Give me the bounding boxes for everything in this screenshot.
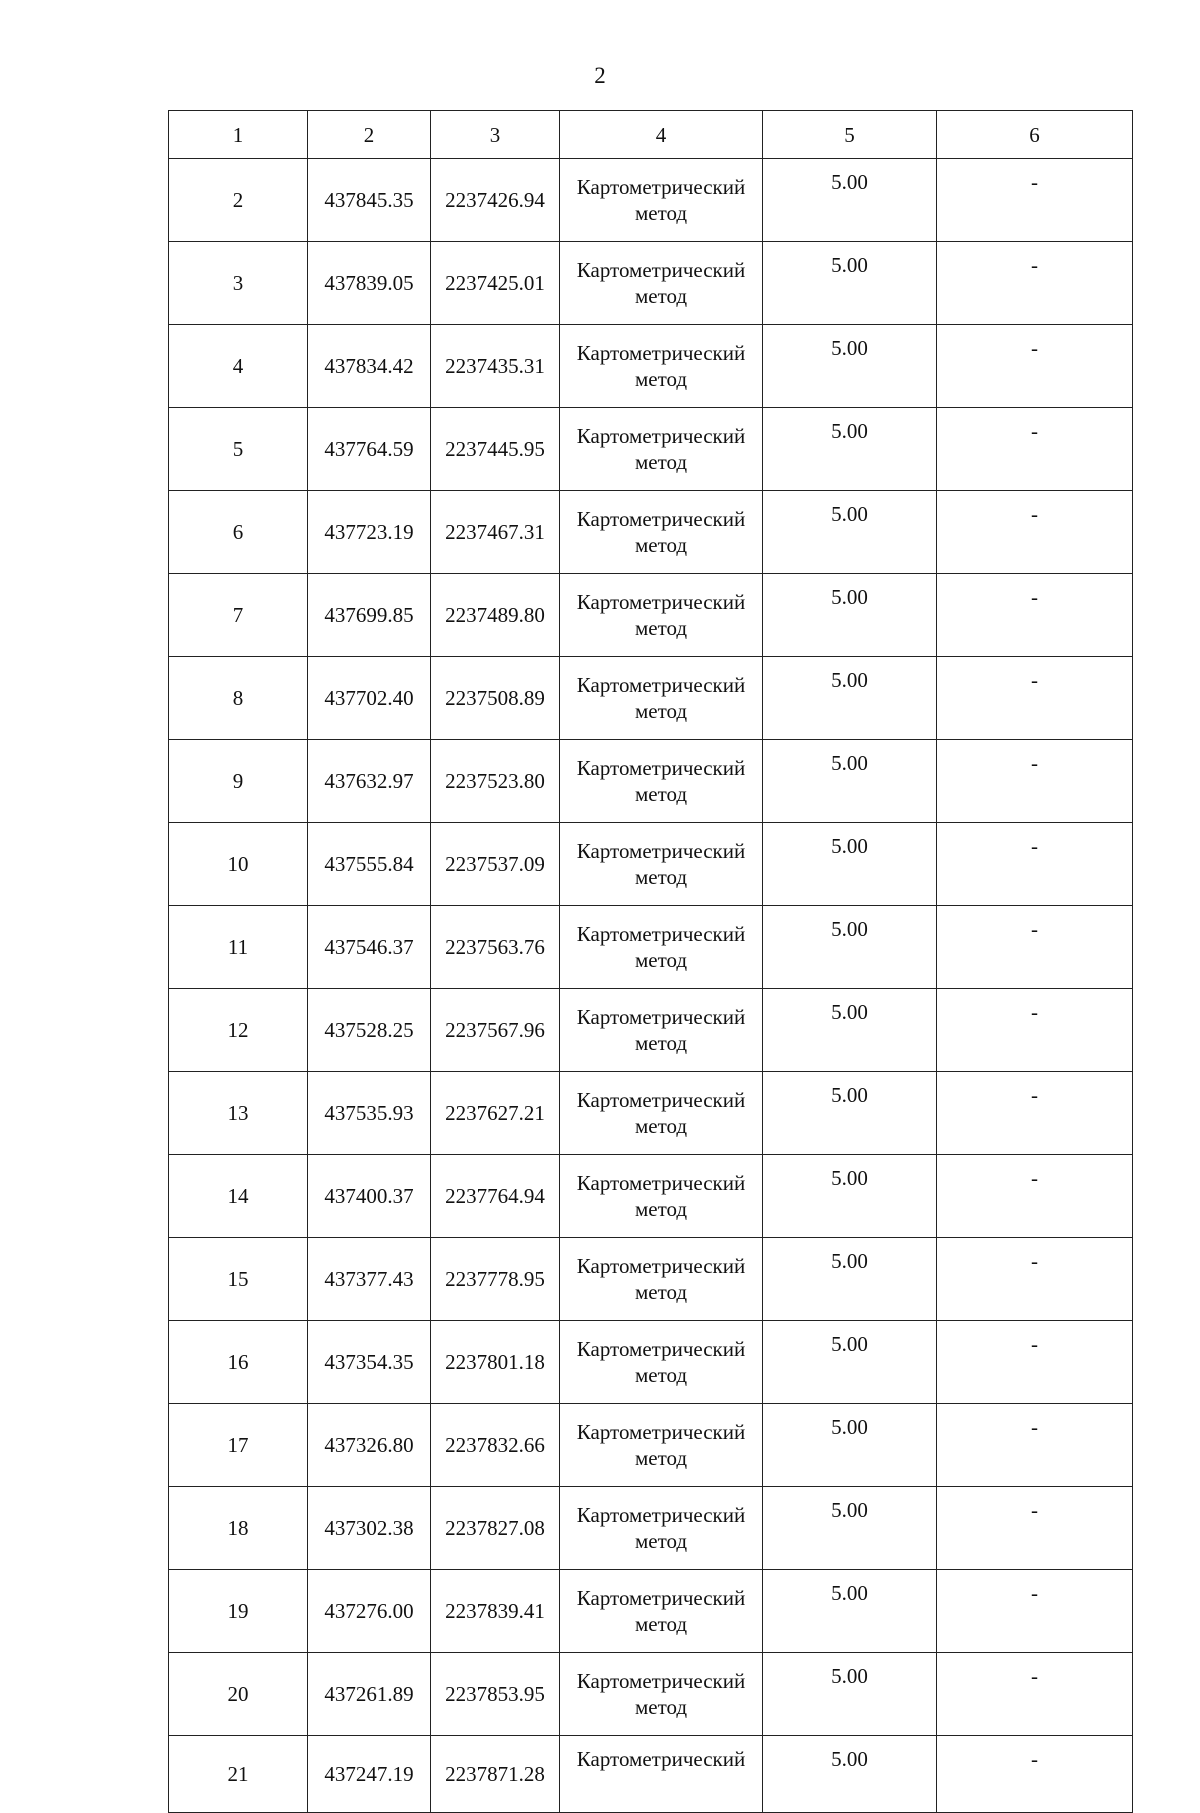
- coordinate-x-cell: 437764.59: [308, 408, 431, 491]
- table-row: [169, 159, 1133, 242]
- description-cell: -: [937, 1238, 1133, 1321]
- coordinate-x-cell: 437839.05: [308, 242, 431, 325]
- table-row: [169, 1238, 1133, 1321]
- method-line-2: метод: [634, 616, 688, 640]
- method-line-2: метод: [634, 1612, 688, 1636]
- column-header: 6: [937, 111, 1133, 159]
- method-line-2: метод: [634, 450, 688, 474]
- description-cell: -: [937, 574, 1133, 657]
- description-cell: -: [937, 740, 1133, 823]
- method-line-1: Картометрический: [576, 1503, 746, 1527]
- accuracy-cell: 5.00: [763, 242, 937, 325]
- description-cell: -: [937, 1155, 1133, 1238]
- accuracy-cell: 5.00: [763, 574, 937, 657]
- coordinate-x-cell: 437326.80: [308, 1404, 431, 1487]
- table-row: [169, 574, 1133, 657]
- accuracy-cell: 5.00: [763, 1736, 937, 1813]
- point-number-cell: 2: [169, 159, 308, 242]
- accuracy-cell: 5.00: [763, 823, 937, 906]
- point-number-cell: 18: [169, 1487, 308, 1570]
- coordinate-x-cell: 437354.35: [308, 1321, 431, 1404]
- coordinate-x-cell: 437699.85: [308, 574, 431, 657]
- table-row: [169, 1736, 1133, 1813]
- point-number-cell: 7: [169, 574, 308, 657]
- method-line-2: метод: [634, 367, 688, 391]
- description-cell: -: [937, 823, 1133, 906]
- method-line-2: метод: [634, 1529, 688, 1553]
- method-line-1: Картометрический: [576, 1586, 746, 1610]
- table-row: [169, 325, 1133, 408]
- method-line-2: метод: [634, 284, 688, 308]
- column-header: 3: [431, 111, 560, 159]
- coordinate-y-cell: 2237839.41: [431, 1570, 560, 1653]
- coordinate-y-cell: 2237827.08: [431, 1487, 560, 1570]
- point-number-cell: 8: [169, 657, 308, 740]
- method-cell: [560, 989, 763, 1072]
- description-cell: -: [937, 159, 1133, 242]
- accuracy-cell: 5.00: [763, 408, 937, 491]
- method-line-2: метод: [634, 865, 688, 889]
- coordinate-y-cell: 2237537.09: [431, 823, 560, 906]
- method-cell: [560, 1653, 763, 1736]
- method-cell: [560, 1155, 763, 1238]
- point-number-cell: 3: [169, 242, 308, 325]
- accuracy-cell: 5.00: [763, 1238, 937, 1321]
- description-cell: -: [937, 1487, 1133, 1570]
- table-row: [169, 989, 1133, 1072]
- point-number-cell: 14: [169, 1155, 308, 1238]
- method-line-1: Картометрический: [576, 424, 746, 448]
- accuracy-cell: 5.00: [763, 1155, 937, 1238]
- coordinate-y-cell: 2237778.95: [431, 1238, 560, 1321]
- method-cell: [560, 1072, 763, 1155]
- coordinate-y-cell: 2237426.94: [431, 159, 560, 242]
- method-line-1: Картометрический: [576, 590, 746, 614]
- coordinate-y-cell: 2237764.94: [431, 1155, 560, 1238]
- point-number-cell: 4: [169, 325, 308, 408]
- coordinate-y-cell: 2237489.80: [431, 574, 560, 657]
- coordinate-x-cell: 437723.19: [308, 491, 431, 574]
- point-number-cell: 16: [169, 1321, 308, 1404]
- coordinate-x-cell: 437555.84: [308, 823, 431, 906]
- table-row: [169, 740, 1133, 823]
- method-cell: [560, 1570, 763, 1653]
- method-cell: [560, 159, 763, 242]
- coordinate-y-cell: 2237801.18: [431, 1321, 560, 1404]
- coordinate-y-cell: 2237508.89: [431, 657, 560, 740]
- coordinate-x-cell: 437528.25: [308, 989, 431, 1072]
- method-cell: [560, 906, 763, 989]
- method-line-2: метод: [634, 1446, 688, 1470]
- accuracy-cell: 5.00: [763, 159, 937, 242]
- coordinate-y-cell: 2237467.31: [431, 491, 560, 574]
- coordinate-x-cell: 437247.19: [308, 1736, 431, 1813]
- accuracy-cell: 5.00: [763, 1487, 937, 1570]
- description-cell: -: [937, 1321, 1133, 1404]
- method-line-2: метод: [634, 782, 688, 806]
- column-header: 1: [169, 111, 308, 159]
- method-cell: [560, 740, 763, 823]
- page-number: 2: [594, 63, 606, 88]
- description-cell: -: [937, 1072, 1133, 1155]
- method-line-1: Картометрический: [576, 175, 746, 199]
- coordinate-x-cell: 437702.40: [308, 657, 431, 740]
- method-cell: [560, 242, 763, 325]
- coordinate-y-cell: 2237832.66: [431, 1404, 560, 1487]
- coordinate-x-cell: 437261.89: [308, 1653, 431, 1736]
- accuracy-cell: 5.00: [763, 740, 937, 823]
- method-line-1: Картометрический: [576, 1005, 746, 1029]
- description-cell: -: [937, 408, 1133, 491]
- description-cell: -: [937, 1404, 1133, 1487]
- method-line-1: Картометрический: [576, 1420, 746, 1444]
- column-header: 5: [763, 111, 937, 159]
- coordinate-y-cell: 2237871.28: [431, 1736, 560, 1813]
- coordinate-x-cell: 437302.38: [308, 1487, 431, 1570]
- table-row: [169, 242, 1133, 325]
- method-line-1: Картометрический: [576, 1088, 746, 1112]
- coordinate-x-cell: 437834.42: [308, 325, 431, 408]
- method-line-1: Картометрический: [576, 922, 746, 946]
- table-row: [169, 1653, 1133, 1736]
- accuracy-cell: 5.00: [763, 491, 937, 574]
- point-number-cell: 20: [169, 1653, 308, 1736]
- point-number-cell: 10: [169, 823, 308, 906]
- table-row: [169, 1155, 1133, 1238]
- coordinates-table: [168, 110, 1133, 1813]
- point-number-cell: 9: [169, 740, 308, 823]
- table-row: [169, 657, 1133, 740]
- method-line-2: метод: [634, 1031, 688, 1055]
- table-row: [169, 823, 1133, 906]
- coordinate-y-cell: 2237853.95: [431, 1653, 560, 1736]
- coordinate-x-cell: 437400.37: [308, 1155, 431, 1238]
- point-number-cell: 5: [169, 408, 308, 491]
- description-cell: -: [937, 989, 1133, 1072]
- point-number-cell: 19: [169, 1570, 308, 1653]
- column-header: 4: [560, 111, 763, 159]
- description-cell: -: [937, 1736, 1133, 1813]
- accuracy-cell: 5.00: [763, 1072, 937, 1155]
- coordinate-x-cell: 437535.93: [308, 1072, 431, 1155]
- accuracy-cell: 5.00: [763, 989, 937, 1072]
- method-line-2: метод: [634, 1114, 688, 1138]
- coordinate-x-cell: 437276.00: [308, 1570, 431, 1653]
- method-cell: [560, 1404, 763, 1487]
- method-line-2: метод: [634, 1197, 688, 1221]
- method-line-1: Картометрический: [576, 258, 746, 282]
- table-header-row: [169, 111, 1133, 159]
- coordinate-y-cell: 2237445.95: [431, 408, 560, 491]
- accuracy-cell: 5.00: [763, 906, 937, 989]
- method-line-1: Картометрический: [576, 507, 746, 531]
- coordinate-y-cell: 2237563.76: [431, 906, 560, 989]
- method-line-1: Картометрический: [576, 1171, 746, 1195]
- method-line-1: Картометрический: [576, 341, 746, 365]
- accuracy-cell: 5.00: [763, 1321, 937, 1404]
- method-cell: [560, 657, 763, 740]
- description-cell: -: [937, 657, 1133, 740]
- method-cell: [560, 325, 763, 408]
- method-line-1: Картометрический: [576, 839, 746, 863]
- method-cell: [560, 823, 763, 906]
- coordinate-y-cell: 2237523.80: [431, 740, 560, 823]
- coordinate-x-cell: 437546.37: [308, 906, 431, 989]
- method-cell: [560, 491, 763, 574]
- method-line-1: Картометрический: [576, 1747, 746, 1771]
- coordinate-x-cell: 437845.35: [308, 159, 431, 242]
- method-line-2: метод: [634, 533, 688, 557]
- point-number-cell: 17: [169, 1404, 308, 1487]
- table-row: [169, 491, 1133, 574]
- method-cell: [560, 1321, 763, 1404]
- coordinate-y-cell: 2237425.01: [431, 242, 560, 325]
- method-line-2: метод: [634, 699, 688, 723]
- method-line-2: метод: [634, 948, 688, 972]
- method-line-2: метод: [634, 1280, 688, 1304]
- coordinate-x-cell: 437632.97: [308, 740, 431, 823]
- point-number-cell: 15: [169, 1238, 308, 1321]
- description-cell: -: [937, 1653, 1133, 1736]
- method-cell: [560, 408, 763, 491]
- method-line-1: Картометрический: [576, 1337, 746, 1361]
- method-cell: [560, 1238, 763, 1321]
- table-row: [169, 408, 1133, 491]
- point-number-cell: 21: [169, 1736, 308, 1813]
- description-cell: -: [937, 242, 1133, 325]
- accuracy-cell: 5.00: [763, 1404, 937, 1487]
- method-line-1: Картометрический: [576, 1254, 746, 1278]
- method-line-2: метод: [634, 1695, 688, 1719]
- point-number-cell: 6: [169, 491, 308, 574]
- method-line-1: Картометрический: [576, 1669, 746, 1693]
- table-body: [169, 111, 1133, 1813]
- method-line-2: метод: [634, 1363, 688, 1387]
- coordinate-y-cell: 2237627.21: [431, 1072, 560, 1155]
- method-line-1: Картометрический: [576, 673, 746, 697]
- description-cell: -: [937, 325, 1133, 408]
- table-row: [169, 1321, 1133, 1404]
- coordinate-y-cell: 2237435.31: [431, 325, 560, 408]
- method-cell: [560, 574, 763, 657]
- table-row: [169, 1570, 1133, 1653]
- table-row: [169, 1072, 1133, 1155]
- column-header: 2: [308, 111, 431, 159]
- method-line-2: метод: [634, 201, 688, 225]
- coordinate-x-cell: 437377.43: [308, 1238, 431, 1321]
- accuracy-cell: 5.00: [763, 1570, 937, 1653]
- description-cell: -: [937, 491, 1133, 574]
- point-number-cell: 13: [169, 1072, 308, 1155]
- table-row: [169, 906, 1133, 989]
- table-row: [169, 1404, 1133, 1487]
- table-row: [169, 1487, 1133, 1570]
- description-cell: -: [937, 1570, 1133, 1653]
- point-number-cell: 12: [169, 989, 308, 1072]
- point-number-cell: 11: [169, 906, 308, 989]
- method-cell: [560, 1736, 763, 1813]
- coordinate-y-cell: 2237567.96: [431, 989, 560, 1072]
- description-cell: -: [937, 906, 1133, 989]
- method-line-1: Картометрический: [576, 756, 746, 780]
- accuracy-cell: 5.00: [763, 325, 937, 408]
- accuracy-cell: 5.00: [763, 1653, 937, 1736]
- accuracy-cell: 5.00: [763, 657, 937, 740]
- method-cell: [560, 1487, 763, 1570]
